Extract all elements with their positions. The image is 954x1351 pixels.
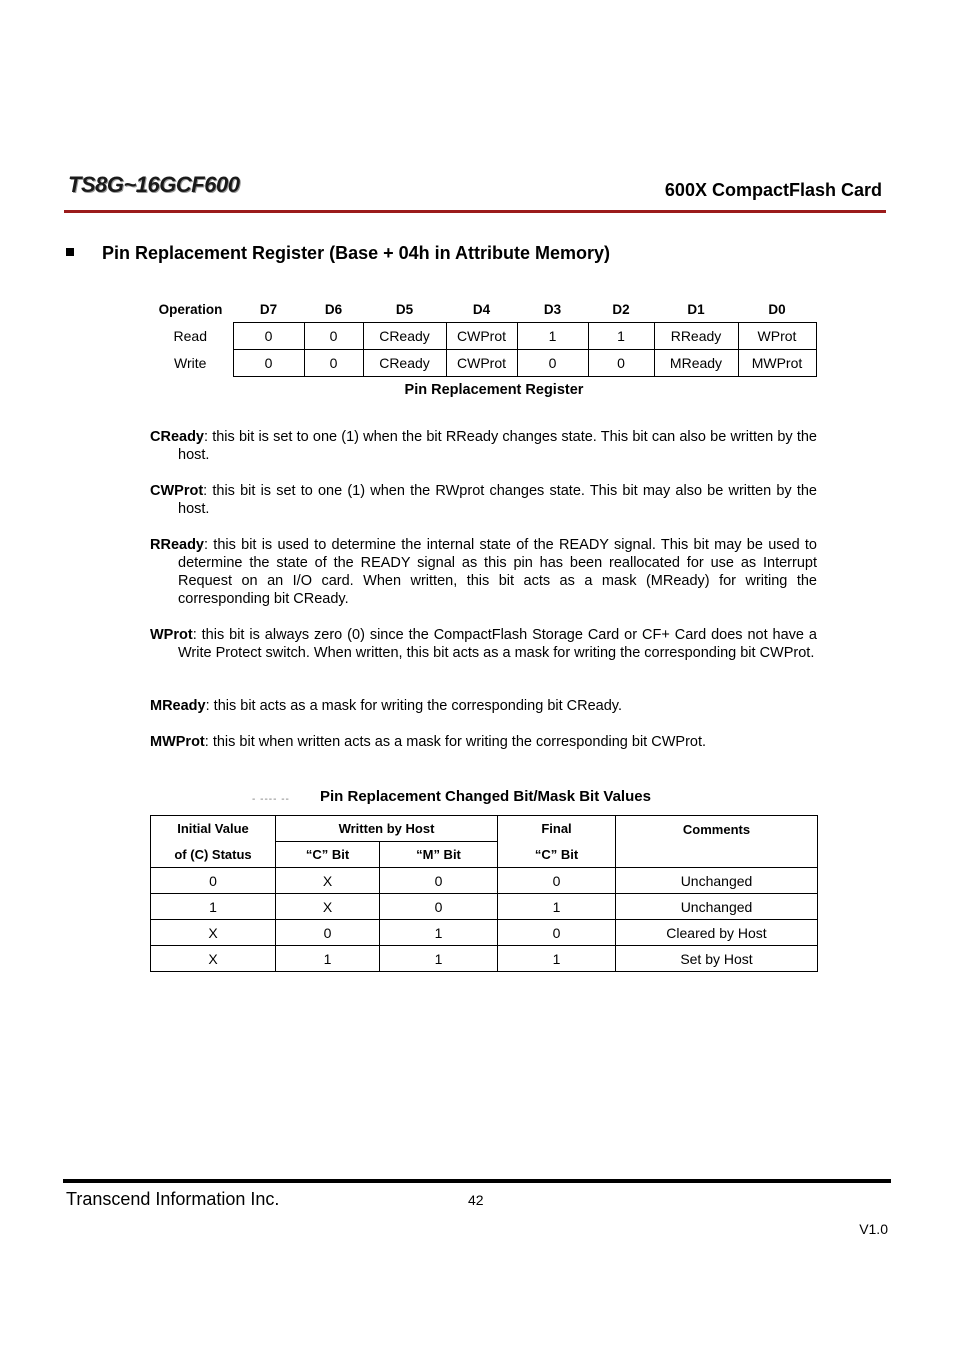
table-cell: WProt (738, 323, 816, 350)
column-header: D7 (259, 301, 278, 317)
definition-text: : this bit is set to one (1) when the bit RReady changes state. This bit can also be written by the host. (178, 429, 817, 463)
table-cell: X (151, 920, 276, 946)
table-row (151, 920, 818, 946)
table-cell: 0 (233, 350, 304, 377)
table-cell: 1 (276, 946, 380, 972)
mask-header-row (151, 816, 818, 842)
table-row (148, 350, 816, 377)
definition-text: : this bit is always zero (0) since the CompactFlash Storage Card or CF+ Card does not have a Write Protect switch. When written, this bit acts as a mask for writing the corresponding bit CWProt. (178, 627, 817, 661)
column-header: D5 (395, 301, 414, 317)
table-cell: 0 (588, 350, 654, 377)
page-number: 42 (468, 1192, 484, 1208)
definition-term: RReady (150, 537, 204, 553)
table-cell: X (276, 894, 380, 920)
operation-cell: Write (174, 355, 207, 371)
document-subtitle: 600X CompactFlash Card (664, 180, 882, 200)
definition-term: CReady (150, 429, 204, 445)
document-title: TS8G~16GCF600 (68, 172, 240, 197)
definition-term: CWProt (150, 483, 204, 499)
definition-rready (150, 536, 817, 608)
column-header: D1 (687, 301, 705, 317)
table-row (151, 894, 818, 920)
square-bullet-icon (66, 248, 74, 256)
column-header: D3 (543, 301, 562, 317)
operation-cell: Read (173, 328, 207, 344)
table-cell: 0 (233, 323, 304, 350)
table-cell: RReady (654, 323, 738, 350)
table-cell: 0 (517, 350, 588, 377)
definition-mwprot (150, 733, 817, 751)
column-header: D6 (324, 301, 343, 317)
table-cell: Unchanged (616, 894, 818, 920)
table-cell: 1 (498, 946, 616, 972)
definition-mready (150, 697, 817, 715)
column-header: “C” Bit (276, 842, 380, 868)
table-cell: Cleared by Host (616, 920, 818, 946)
table-cell: CReady (363, 323, 446, 350)
section-heading-text: Pin Replacement Register (Base + 04h in Attribute Memory) (102, 243, 610, 263)
table-cell: 0 (151, 868, 276, 894)
section-heading (66, 243, 610, 264)
column-header: Comments (616, 816, 818, 868)
table-cell: 0 (304, 350, 363, 377)
table-cell: 1 (380, 920, 498, 946)
column-header: D2 (612, 301, 630, 317)
column-header: Final (498, 816, 616, 842)
column-header: Operation (158, 301, 223, 317)
column-header: “C” Bit (498, 842, 616, 868)
column-header: of (C) Status (151, 842, 276, 868)
definition-wprot (150, 626, 817, 662)
table-cell: 0 (498, 868, 616, 894)
definition-cwprot (150, 482, 817, 518)
document-version: V1.0 (859, 1221, 888, 1237)
definition-text: : this bit acts as a mask for writing the corresponding bit CReady. (205, 698, 622, 714)
footer-company: Transcend Information Inc. (66, 1189, 280, 1209)
table-cell: 0 (276, 920, 380, 946)
table-cell: 1 (380, 946, 498, 972)
footer-divider (63, 1179, 891, 1183)
table-row (148, 323, 816, 350)
table-cell: 1 (517, 323, 588, 350)
table-cell: 1 (151, 894, 276, 920)
table-cell: CReady (363, 350, 446, 377)
register-header-row (148, 296, 816, 323)
table-cell: Unchanged (616, 868, 818, 894)
register-table-caption: Pin Replacement Register (404, 382, 584, 398)
pin-replacement-register-table (148, 296, 817, 377)
column-header: D4 (472, 301, 491, 317)
table-cell: 0 (380, 868, 498, 894)
column-header: “M” Bit (380, 842, 498, 868)
changed-bit-mask-table (150, 815, 818, 972)
table-cell: X (151, 946, 276, 972)
column-header: Written by Host (276, 816, 498, 842)
table-cell: 1 (588, 323, 654, 350)
table-cell: 0 (380, 894, 498, 920)
table-cell: X (276, 868, 380, 894)
definition-text: : this bit when written acts as a mask for writing the corresponding bit CWProt. (204, 734, 707, 750)
table-row (151, 946, 818, 972)
table-cell: 0 (498, 920, 616, 946)
column-header: D0 (768, 301, 786, 317)
table-cell: CWProt (446, 323, 517, 350)
table-cell: 0 (304, 323, 363, 350)
table-row (151, 868, 818, 894)
table-cell: 1 (498, 894, 616, 920)
definition-term: WProt (150, 627, 193, 643)
definition-term: MWProt (150, 734, 205, 750)
definition-text: : this bit is set to one (1) when the RWprot changes state. This bit may also be written by the host. (178, 483, 817, 517)
column-header: Initial Value (151, 816, 276, 842)
definition-cready (150, 428, 817, 464)
table-cell: MReady (654, 350, 738, 377)
definition-text: : this bit is used to determine the internal state of the READY signal. This bit may be used to determine the state of the READY signal as this pin has been reallocated for use as Interrupt Request on an I/O card. When written, this bit acts as a mask (MReady) for writing the corresponding bit CReady. (178, 537, 817, 607)
table-cell: Set by Host (616, 946, 818, 972)
table-cell: MWProt (738, 350, 816, 377)
table-cell: CWProt (446, 350, 517, 377)
header-divider (64, 210, 886, 213)
definition-term: MReady (150, 698, 206, 714)
faint-caption-label: - ---- -- (252, 794, 290, 805)
mask-table-caption: Pin Replacement Changed Bit/Mask Bit Values (320, 788, 651, 805)
